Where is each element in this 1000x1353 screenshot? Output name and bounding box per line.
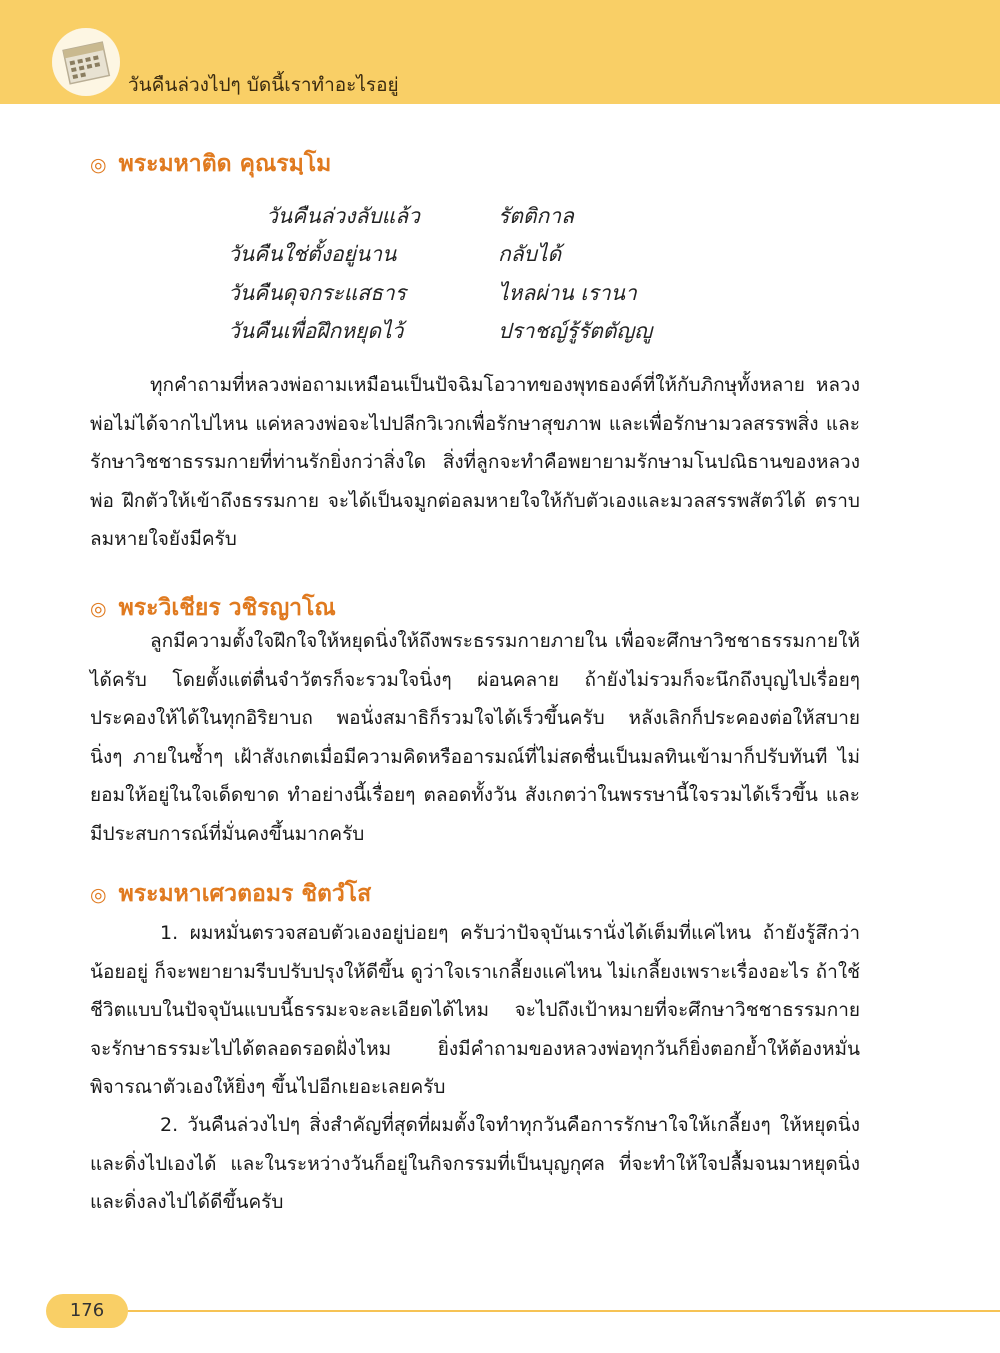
section-heading [90,590,336,626]
poem-line-left: วันคืนดุจกระแสธาร [228,281,407,305]
bullet-icon: ◎ [90,154,107,176]
poem-line-right: ไหลผ่าน เรานา [498,281,637,305]
running-header-title: วันคืนล่วงไปๆ บัดนี้เราทำอะไรอยู่ [128,74,399,96]
poem-line-left: วันคืนเพื่อฝึกหยุดไว้ [228,319,404,343]
poem-line-left: วันคืนใช่ตั้งอยู่นาน [228,242,397,266]
section-title: พระวิเชียร วชิรญาโณ [118,595,336,621]
section-title: พระมหาติด คุณรมฺโม [118,151,332,177]
body-paragraph: ทุกคำถามที่หลวงพ่อถามเหมือนเป็นปัจฉิมโอวาทของพุทธองค์ที่ให้กับภิกษุทั้งหลาย หลวงพ่อไม่ได้จากไปไหน แค่หลวงพ่อจะไปปลีกวิเวกเพื่อรักษาสุขภาพ และเพื่อรักษามวลสรรพสิ่ง และรักษาวิชชาธรรมกายที่ท่านรักยิ่งกว่าสิ่งใด สิ่งที่ลูกจะทำคือพยายามรักษามโนปณิธานของหลวงพ่อ ฝึกตัวให้เข้าถึงธรรมกาย จะได้เป็นจมูกต่อลมหายใจให้กับตัวเองและมวลสรรพสัตว์ได้ ตราบลมหายใจยังมีครับ [90,374,860,550]
calendar-icon [52,28,120,96]
section-heading [90,146,331,182]
body-paragraph: ลูกมีความตั้งใจฝึกใจให้หยุดนิ่งให้ถึงพระธรรมกายภายใน เพื่อจะศึกษาวิชชาธรรมกายให้ได้ครับ โดยตั้งแต่ตื่นจำวัตรก็จะรวมใจนิ่งๆ ผ่อนคลาย ถ้ายังไม่รวมก็จะนึกถึงบุญไปเรื่อยๆ ประคองให้ได้ในทุกอิริยาบถ พอนั่งสมาธิก็รวมใจได้เร็วขึ้นครับ หลังเลิกก็ประคองต่อให้สบาย นิ่งๆ ภายในซ้ำๆ เฝ้าสังเกตเมื่อมีความคิดหรืออารมณ์ที่ไม่สดชื่นเป็นมลทินเข้ามาก็ปรับทันที ไม่ยอมให้อยู่ในใจเด็ดขาด ทำอย่างนี้เรื่อยๆ ตลอดทั้งวัน สังเกตว่าในพรรษานี้ใจรวมได้เร็วขึ้น และมีประสบการณ์ที่มั่นคงขึ้นมากครับ [90,630,860,845]
poem-line-right: รัตติกาล [498,204,574,228]
body-paragraph: 2. วันคืนล่วงไปๆ สิ่งสำคัญที่สุดที่ผมตั้งใจทำทุกวันคือการรักษาใจให้เกลี้ยงๆ ให้หยุดนิ่งและดิ่งไปเองได้ และในระหว่างวันก็อยู่ในกิจกรรมที่เป็นบุญกุศล ที่จะทำให้ใจปลื้มจนมาหยุดนิ่งและดิ่งลงไปได้ดีขึ้นครับ [90,1114,860,1213]
page-number: 176 [69,1300,105,1321]
poem-line-right: ปราชญ์รู้รัตตัญญู [498,319,653,343]
poem-line-left: วันคืนล่วงลับแล้ว [266,204,420,228]
bullet-icon: ◎ [90,884,107,906]
poem-line-right: กลับได้ [498,242,562,266]
bullet-icon: ◎ [90,598,107,620]
footer-rule [128,1310,1000,1312]
body-paragraph: 1. ผมหมั่นตรวจสอบตัวเองอยู่บ่อยๆ ครับว่าปัจจุบันเรานั่งได้เต็มที่แค่ไหน ถ้ายังรู้สึกว่าน้อยอยู่ ก็จะพยายามรีบปรับปรุงให้ดีขึ้น ดูว่าใจเราเกลี้ยงแค่ไหน ไม่เกลี้ยงเพราะเรื่องอะไร ถ้าใช้ชีวิตแบบในปัจจุบันแบบนี้ธรรมะจะละเอียดได้ไหม จะไปถึงเป้าหมายที่จะศึกษาวิชชาธรรมกาย จะรักษาธรรมะไปได้ตลอดรอดฝั่งไหม ยิ่งมีคำถามของหลวงพ่อทุกวันก็ยิ่งตอกย้ำให้ต้องหมั่นพิจารณาตัวเองให้ยิ่งๆ ขึ้นไปอีกเยอะเลยครับ [90,922,860,1098]
section-heading [90,876,371,912]
section-title: พระมหาเศวตอมร ชิตวํโส [118,881,372,907]
